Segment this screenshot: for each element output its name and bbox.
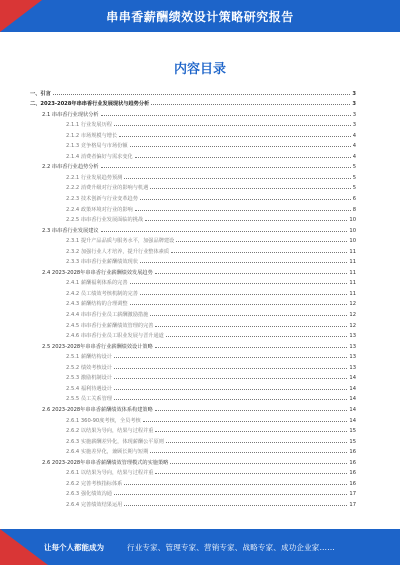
toc-entry-title: 2.2 串串香行业趋势分析 bbox=[42, 164, 99, 171]
toc-entry[interactable] bbox=[30, 329, 356, 340]
toc-entry[interactable] bbox=[30, 181, 356, 192]
toc-dot-leader bbox=[155, 473, 347, 474]
toc-entry-page: 17 bbox=[349, 501, 356, 508]
toc-entry[interactable] bbox=[30, 86, 356, 97]
toc-dot-leader bbox=[145, 220, 347, 221]
toc-dot-leader bbox=[53, 94, 351, 95]
toc-entry-page: 8 bbox=[352, 206, 356, 213]
toc-entry-title: 2.3.1 提升产品品质与服务水平，加强品牌建设 bbox=[66, 238, 175, 245]
page-header bbox=[0, 0, 400, 32]
toc-entry-page: 12 bbox=[349, 312, 356, 319]
toc-entry-page: 17 bbox=[349, 491, 356, 498]
toc-entry-title: 2.3 串串香行业发展建议 bbox=[42, 227, 99, 234]
toc-entry-page: 11 bbox=[349, 248, 356, 255]
toc-entry-title: 2.6 2023-2028年串串香薪酬绩效体系构建策略 bbox=[42, 406, 153, 413]
toc-entry[interactable] bbox=[30, 297, 356, 308]
toc-entry-page: 6 bbox=[352, 196, 356, 203]
footer-slogan-right: 行业专家、管理专家、营销专家、战略专家、成功企业家…… bbox=[127, 543, 335, 552]
toc-entry-page: 11 bbox=[349, 269, 356, 276]
toc-entry-page: 11 bbox=[349, 290, 356, 297]
toc-entry-page: 16 bbox=[349, 470, 356, 477]
toc-entry[interactable] bbox=[30, 318, 356, 329]
page-footer bbox=[0, 529, 400, 565]
toc-entry-title: 2.4 2023-2028年串串香行业薪酬绩效发展趋势 bbox=[42, 269, 153, 276]
toc-entry-page: 13 bbox=[349, 364, 356, 371]
toc-entry-title: 2.6.4 实施差异化，兼顾长期与短期 bbox=[66, 449, 149, 456]
toc-entry-page: 13 bbox=[349, 343, 356, 350]
toc-entry-page: 16 bbox=[349, 459, 356, 466]
toc-entry[interactable] bbox=[30, 160, 356, 171]
toc-entry-page: 15 bbox=[349, 428, 356, 435]
toc-entry[interactable] bbox=[30, 107, 356, 118]
toc-dot-leader bbox=[150, 188, 350, 189]
toc-dot-leader bbox=[130, 283, 348, 284]
toc-entry[interactable] bbox=[30, 455, 356, 466]
toc-entry-title: 2.6.3 强化绩效沟通 bbox=[66, 491, 112, 498]
toc-dot-leader bbox=[114, 378, 347, 379]
toc-entry-page: 5 bbox=[352, 185, 356, 192]
toc-entry[interactable] bbox=[30, 223, 356, 234]
toc-entry[interactable] bbox=[30, 424, 356, 435]
toc-entry-page: 16 bbox=[349, 480, 356, 487]
toc-dot-leader bbox=[114, 357, 347, 358]
toc-entry[interactable] bbox=[30, 118, 356, 129]
toc-entry-page: 3 bbox=[352, 111, 356, 118]
toc-dot-leader bbox=[114, 494, 347, 495]
toc-entry[interactable] bbox=[30, 434, 356, 445]
toc-entry[interactable] bbox=[30, 149, 356, 160]
toc-dot-leader bbox=[135, 157, 351, 158]
toc-entry-title: 2.5 2023-2028年串串香行业薪酬绩效设计策略 bbox=[42, 343, 153, 350]
toc-entry-title: 2.4.6 串串香行业员工职业发展与晋升通道 bbox=[66, 333, 164, 340]
toc-entry-title: 2.6.2 以结果为导向，结果与过程并重 bbox=[66, 428, 154, 435]
footer-red-corner bbox=[0, 529, 48, 565]
toc-entry-page: 13 bbox=[349, 333, 356, 340]
toc-dot-leader bbox=[124, 484, 347, 485]
toc-dot-leader bbox=[151, 104, 350, 105]
toc-dot-leader bbox=[135, 210, 351, 211]
toc-entry[interactable] bbox=[30, 97, 356, 108]
toc-entry-page: 14 bbox=[349, 406, 356, 413]
toc-entry[interactable] bbox=[30, 265, 356, 276]
toc-entry-title: 2.1.1 行业发展历程 bbox=[66, 122, 112, 129]
toc-entry[interactable] bbox=[30, 286, 356, 297]
toc-dot-leader bbox=[130, 146, 351, 147]
toc-entry-title: 2.4.4 串串香行业员工薪酬激励措施 bbox=[66, 312, 149, 319]
toc-dot-leader bbox=[124, 505, 347, 506]
toc-entry-page: 3 bbox=[352, 101, 356, 108]
toc-entry-page: 15 bbox=[349, 438, 356, 445]
toc-entry-page: 5 bbox=[352, 164, 356, 171]
toc-entry-page: 10 bbox=[349, 227, 356, 234]
toc-entry-title: 2.1.4 消费者偏好与需求变化 bbox=[66, 153, 133, 160]
toc-entry-page: 10 bbox=[349, 217, 356, 224]
toc-entry-title: 2.2.5 串串香行业发展面临的挑战 bbox=[66, 217, 144, 224]
toc-dot-leader bbox=[176, 241, 347, 242]
toc-entry[interactable] bbox=[30, 202, 356, 213]
toc-dot-leader bbox=[140, 294, 347, 295]
toc-entry[interactable] bbox=[30, 360, 356, 371]
toc-entry-page: 14 bbox=[349, 417, 356, 424]
toc-dot-leader bbox=[155, 431, 347, 432]
toc-dot-leader bbox=[114, 399, 347, 400]
toc-entry-title: 2.5.3 激励机制设计 bbox=[66, 375, 112, 382]
toc-entry-title: 2.6.2 完善考核指标体系 bbox=[66, 480, 123, 487]
toc-dot-leader bbox=[171, 252, 347, 253]
toc-entry-title: 2.1 串串香行业现状分析 bbox=[42, 111, 99, 118]
toc-entry-page: 11 bbox=[349, 280, 356, 287]
toc-dot-leader bbox=[166, 336, 348, 337]
toc-entry-title: 2.6.4 完善绩效结果运用 bbox=[66, 501, 123, 508]
toc-entry[interactable] bbox=[30, 350, 356, 361]
toc-dot-leader bbox=[119, 136, 351, 137]
toc-entry-page: 14 bbox=[349, 375, 356, 382]
toc-entry[interactable] bbox=[30, 128, 356, 139]
toc-entry-title: 2.5.2 绩效考核设计 bbox=[66, 364, 112, 371]
toc-entry[interactable] bbox=[30, 487, 356, 498]
toc-dot-leader bbox=[124, 178, 350, 179]
toc-entry-title: 2.3.3 串串香行业薪酬绩效现状 bbox=[66, 259, 138, 266]
toc-dot-leader bbox=[130, 304, 348, 305]
toc-entry[interactable] bbox=[30, 276, 356, 287]
toc-entry-title: 2.6.1 以结果为导向，结果与过程并重 bbox=[66, 470, 154, 477]
toc-entry-title: 2.5.1 薪酬结构设计 bbox=[66, 354, 112, 361]
toc-entry-title: 2.4.1 薪酬福利体系的完善 bbox=[66, 280, 128, 287]
toc-entry-title: 一、引言 bbox=[30, 90, 51, 97]
toc-dot-leader bbox=[101, 115, 351, 116]
toc-dot-leader bbox=[155, 326, 347, 327]
toc-entry-page: 4 bbox=[352, 143, 356, 150]
toc-dot-leader bbox=[114, 368, 347, 369]
toc-entry[interactable] bbox=[30, 170, 356, 181]
toc-entry-title: 2.1.2 市场规模与增长 bbox=[66, 132, 118, 139]
toc-entry[interactable] bbox=[30, 339, 356, 350]
toc-entry-page: 3 bbox=[352, 122, 356, 129]
toc-entry-page: 13 bbox=[349, 354, 356, 361]
toc-entry[interactable] bbox=[30, 191, 356, 202]
toc-entry[interactable] bbox=[30, 413, 356, 424]
toc-entry[interactable] bbox=[30, 476, 356, 487]
footer-slogan-left: 让每个人都能成为 bbox=[44, 543, 104, 552]
toc-entry-page: 12 bbox=[349, 301, 356, 308]
toc-entry-page: 12 bbox=[349, 322, 356, 329]
toc-dot-leader bbox=[150, 452, 347, 453]
toc-entry[interactable] bbox=[30, 307, 356, 318]
toc-entry[interactable] bbox=[30, 139, 356, 150]
toc-entry-title: 2.5.4 福利待遇设计 bbox=[66, 385, 112, 392]
toc-entry-page: 4 bbox=[352, 132, 356, 139]
table-of-contents bbox=[30, 86, 356, 508]
toc-heading: 内容目录 bbox=[173, 62, 226, 77]
toc-entry-page: 16 bbox=[349, 449, 356, 456]
toc-entry[interactable] bbox=[30, 371, 356, 382]
toc-entry-title: 2.6 2023-2028年串串香薪酬绩效管理模式的实施策略 bbox=[42, 459, 169, 466]
toc-entry-title: 2.2.3 技术创新与行业变革趋势 bbox=[66, 196, 138, 203]
toc-entry-title: 2.4.2 员工绩效考核机制的完善 bbox=[66, 290, 138, 297]
toc-entry-page: 14 bbox=[349, 385, 356, 392]
toc-dot-leader bbox=[170, 463, 347, 464]
toc-dot-leader bbox=[143, 421, 348, 422]
toc-entry-title: 2.3.2 加强行业人才培养，提升行业整体素质 bbox=[66, 248, 170, 255]
toc-entry-page: 14 bbox=[349, 396, 356, 403]
toc-entry[interactable] bbox=[30, 497, 356, 508]
toc-entry-title: 2.1.3 竞争格局与市场份额 bbox=[66, 143, 128, 150]
toc-entry-title: 2.2.4 政策环境对行业的影响 bbox=[66, 206, 133, 213]
toc-entry[interactable] bbox=[30, 234, 356, 245]
toc-dot-leader bbox=[166, 442, 348, 443]
toc-entry[interactable] bbox=[30, 381, 356, 392]
toc-dot-leader bbox=[155, 410, 348, 411]
toc-entry[interactable] bbox=[30, 392, 356, 403]
toc-entry[interactable] bbox=[30, 402, 356, 413]
toc-entry-title: 2.4.5 串串香行业薪酬绩效管理的完善 bbox=[66, 322, 154, 329]
toc-dot-leader bbox=[140, 199, 351, 200]
toc-entry-title: 2.4.3 薪酬结构的合理调整 bbox=[66, 301, 128, 308]
toc-entry[interactable] bbox=[30, 213, 356, 224]
toc-entry-title: 2.5.5 员工关系管理 bbox=[66, 396, 112, 403]
toc-dot-leader bbox=[155, 273, 348, 274]
toc-entry-title: 2.6.1 360-90度考核，全员考核 bbox=[66, 417, 141, 424]
toc-entry[interactable] bbox=[30, 255, 356, 266]
toc-entry-title: 2.2.2 消费升级对行业的影响与机遇 bbox=[66, 185, 149, 192]
toc-entry-page: 11 bbox=[349, 259, 356, 266]
toc-dot-leader bbox=[150, 315, 347, 316]
toc-dot-leader bbox=[114, 125, 351, 126]
toc-entry-page: 10 bbox=[349, 238, 356, 245]
toc-entry[interactable] bbox=[30, 445, 356, 456]
toc-entry-title: 2.2.1 行业发展趋势预测 bbox=[66, 174, 123, 181]
toc-entry-title: 二、2023-2028年串串香行业发展现状与趋势分析 bbox=[30, 101, 150, 108]
toc-entry-title: 2.6.3 实施薪酬差异化，体现薪酬公平原则 bbox=[66, 438, 164, 445]
toc-dot-leader bbox=[114, 389, 347, 390]
toc-entry-page: 5 bbox=[352, 174, 356, 181]
toc-dot-leader bbox=[101, 167, 351, 168]
toc-dot-leader bbox=[155, 347, 348, 348]
toc-entry[interactable] bbox=[30, 466, 356, 477]
toc-entry-page: 4 bbox=[352, 153, 356, 160]
toc-dot-leader bbox=[101, 231, 348, 232]
toc-dot-leader bbox=[140, 262, 347, 263]
toc-entry[interactable] bbox=[30, 244, 356, 255]
report-title: 串串香薪酬绩效设计策略研究报告 bbox=[106, 10, 294, 24]
toc-entry-page: 3 bbox=[352, 90, 356, 97]
